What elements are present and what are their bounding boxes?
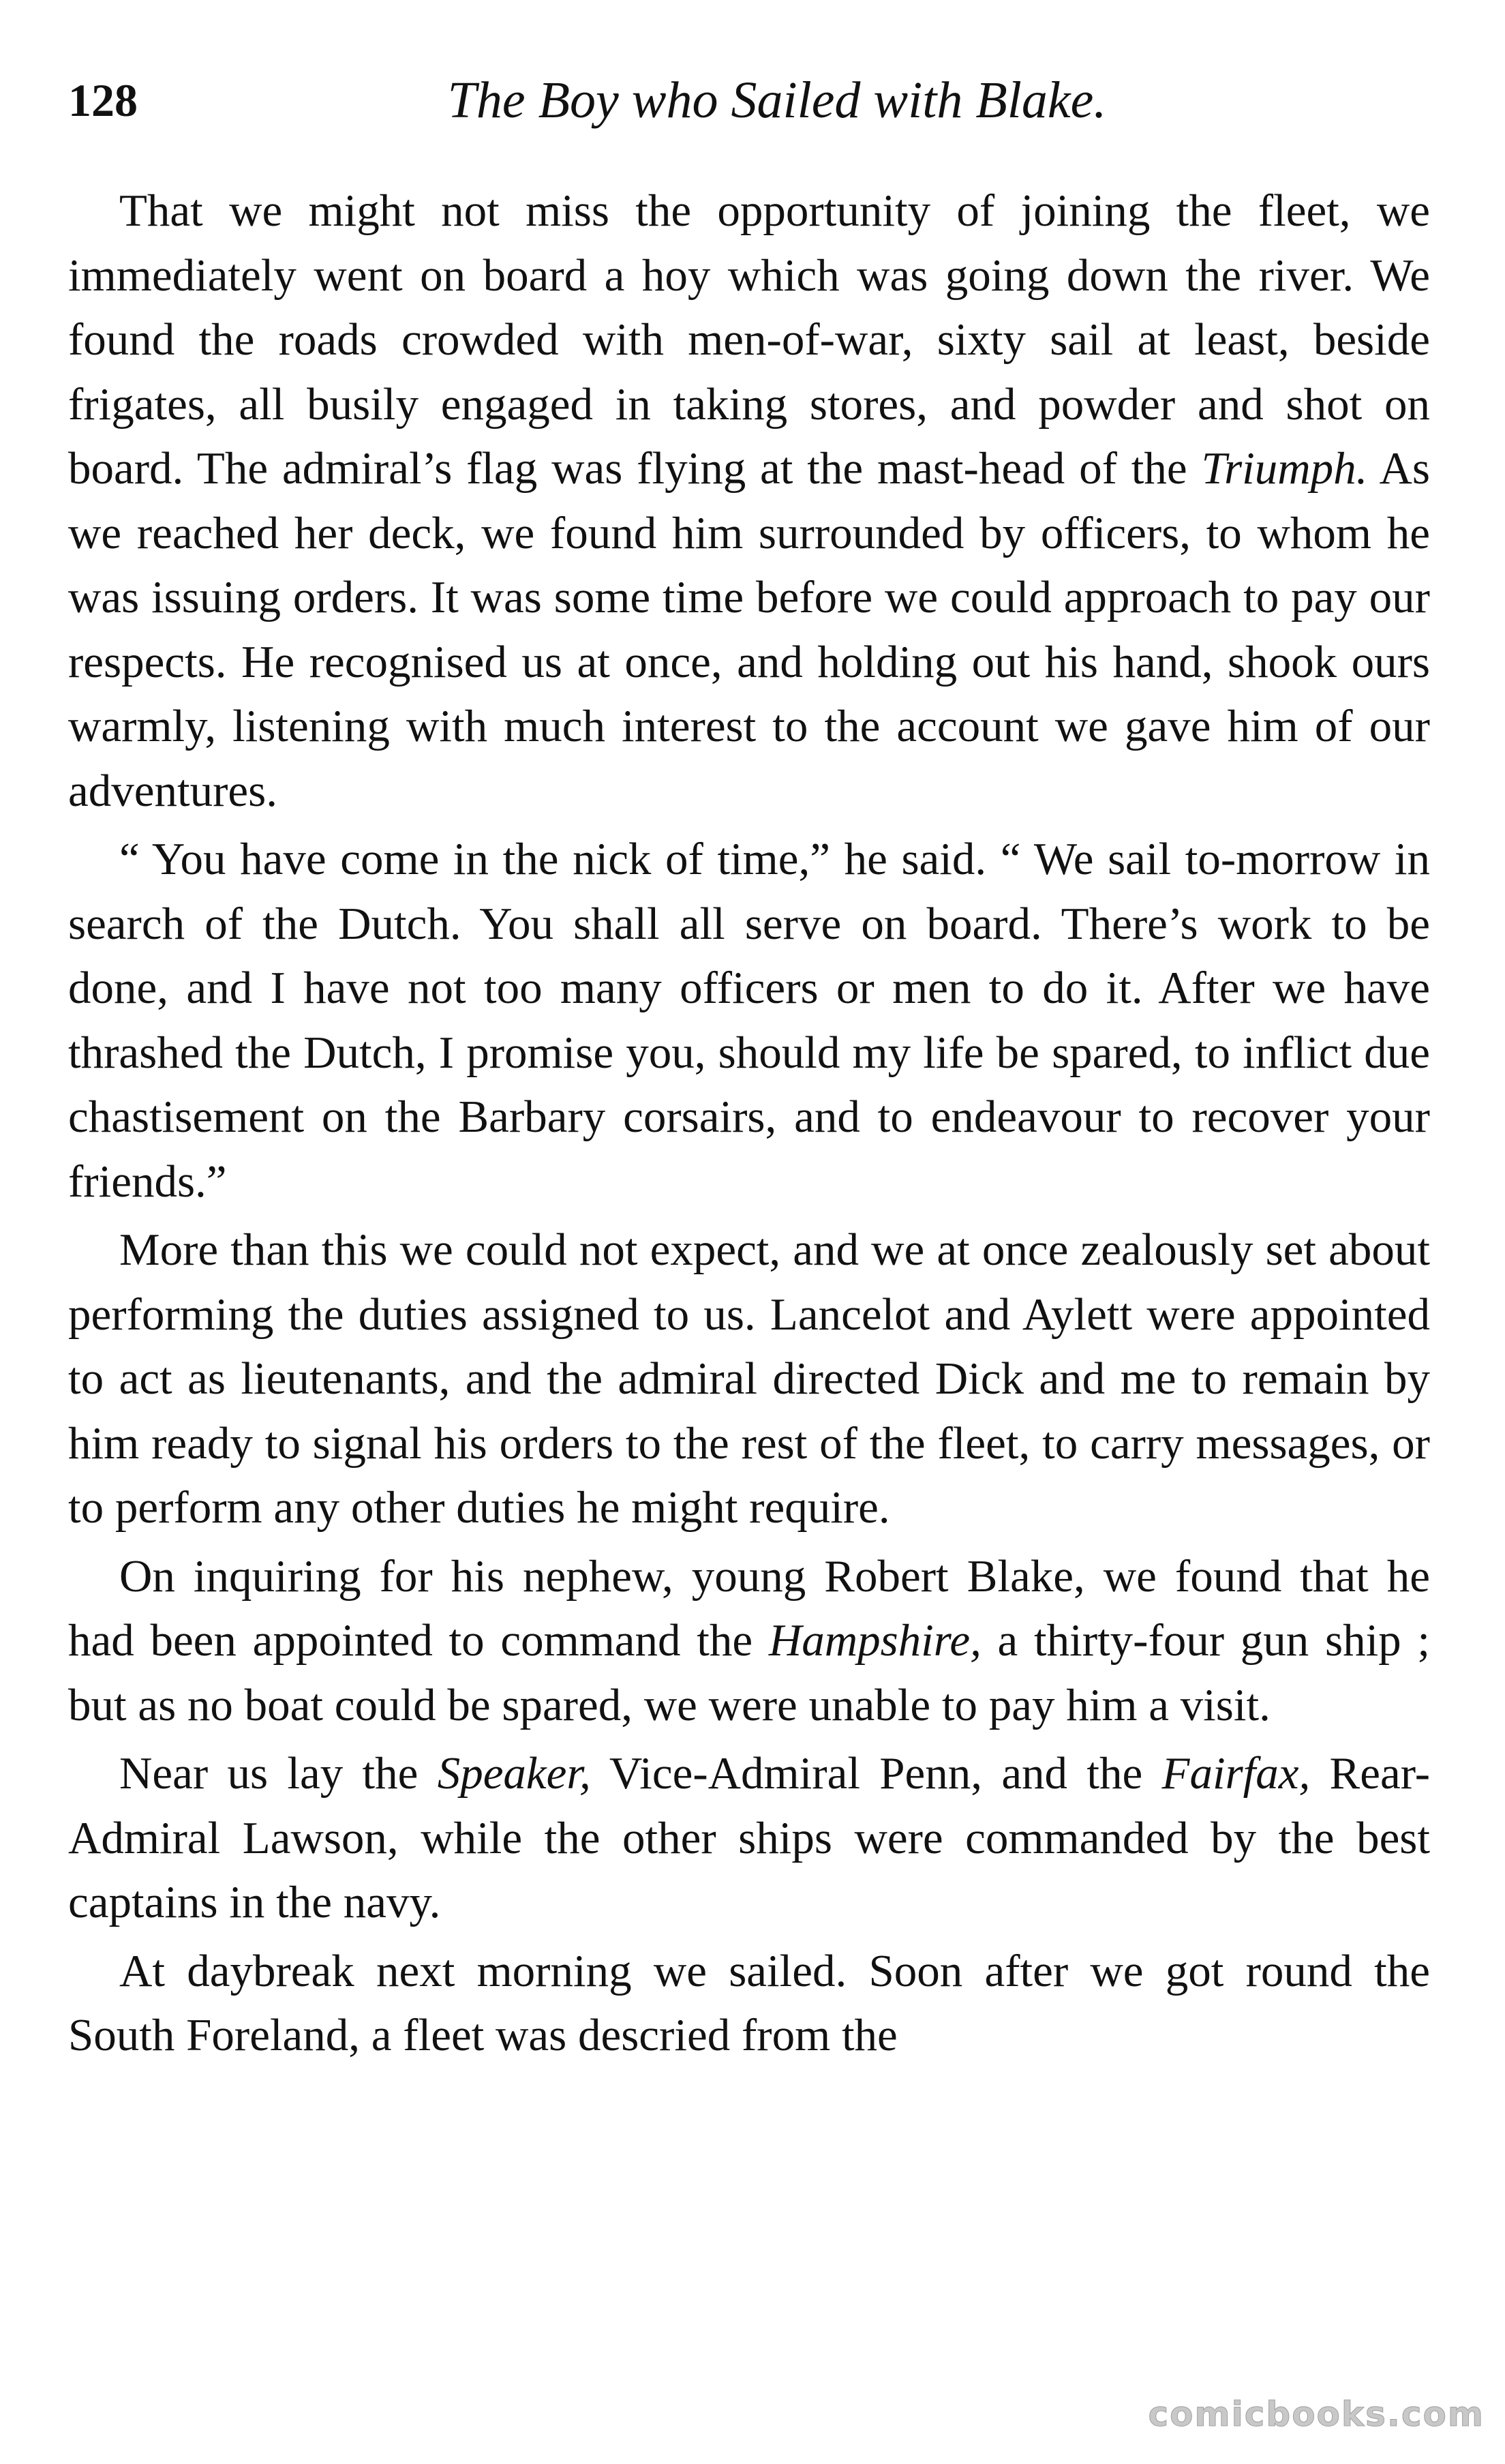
text-run: More than this we could not expect, and we at once zealously set about performing the duties assigned to us. Lancelot and Aylett were appointed to act as lieutenants, and the admiral directed Dick and me to remain by him ready to signal his orders to the rest of the fleet, to carry messages, or to perform any other duties he might require. (68, 1225, 1430, 1533)
italic-ship-name: Speaker, (437, 1748, 591, 1799)
text-run: Vice-Admiral Penn, and the (590, 1748, 1162, 1799)
text-run: That we might not miss the opportunity of joining the fleet, we immediately went on board a hoy which was going down the river. We found the roads crowded with men-of-war, sixty sail at least, beside frigates, all busily engaged in taking stores, and powder and shot on board. The admiral’s flag was flying at the mast-head of the (68, 185, 1430, 494)
italic-ship-name: Triumph. (1201, 443, 1368, 494)
paragraph (68, 827, 1430, 1214)
running-title: The Boy who Sailed with Blake. (447, 72, 1107, 129)
italic-ship-name: Fairfax, (1161, 1748, 1311, 1799)
italic-ship-name: Hampshire, (768, 1615, 982, 1666)
text-run: “ You have come in the nick of time,” he said. “ We sail to-morrow in search of the Dutch. You shall all serve on board. There’s work to be done, and I have not too many officers or men to do it. After we have thrashed the Dutch, I promise you, should my life be spared, to inflict due chastisement on the Barbary corsairs, and to endeavour to recover your friends.” (68, 834, 1430, 1207)
text-run: At daybreak next morning we sailed. Soon after we got round the South Foreland, a fleet was descried from the (68, 1945, 1430, 2060)
paragraph (68, 1741, 1430, 1935)
paragraph (68, 1218, 1430, 1540)
text-run: Near us lay the (119, 1748, 438, 1799)
page-number: 128 (68, 74, 138, 126)
text-run: As we reached her deck, we found him surrounded by officers, to whom he was issuing orders. It was some time before we could approach to pay our respects. He recognised us at once, and holding out his hand, shook ours warmly, listening with much interest to the account we gave him of our adventures. (68, 443, 1431, 816)
text-run: a thirty-four gun ship ; but as no boat could be spared, we were unable to pay him a visit. (68, 1615, 1430, 1730)
text-run: Rear-Admiral Lawson, while the other ships were commanded by the best captains in the navy. (68, 1748, 1431, 1927)
paragraph (68, 179, 1430, 823)
page-header (68, 63, 1445, 138)
watermark: comicbooks.com (1148, 2394, 1485, 2434)
paragraph (68, 1544, 1430, 1738)
paragraph (68, 1939, 1430, 2068)
body-text (68, 179, 1430, 2068)
text-run: On inquiring for his nephew, young Robert Blake, we found that he had been appointed to command the (68, 1550, 1430, 1666)
